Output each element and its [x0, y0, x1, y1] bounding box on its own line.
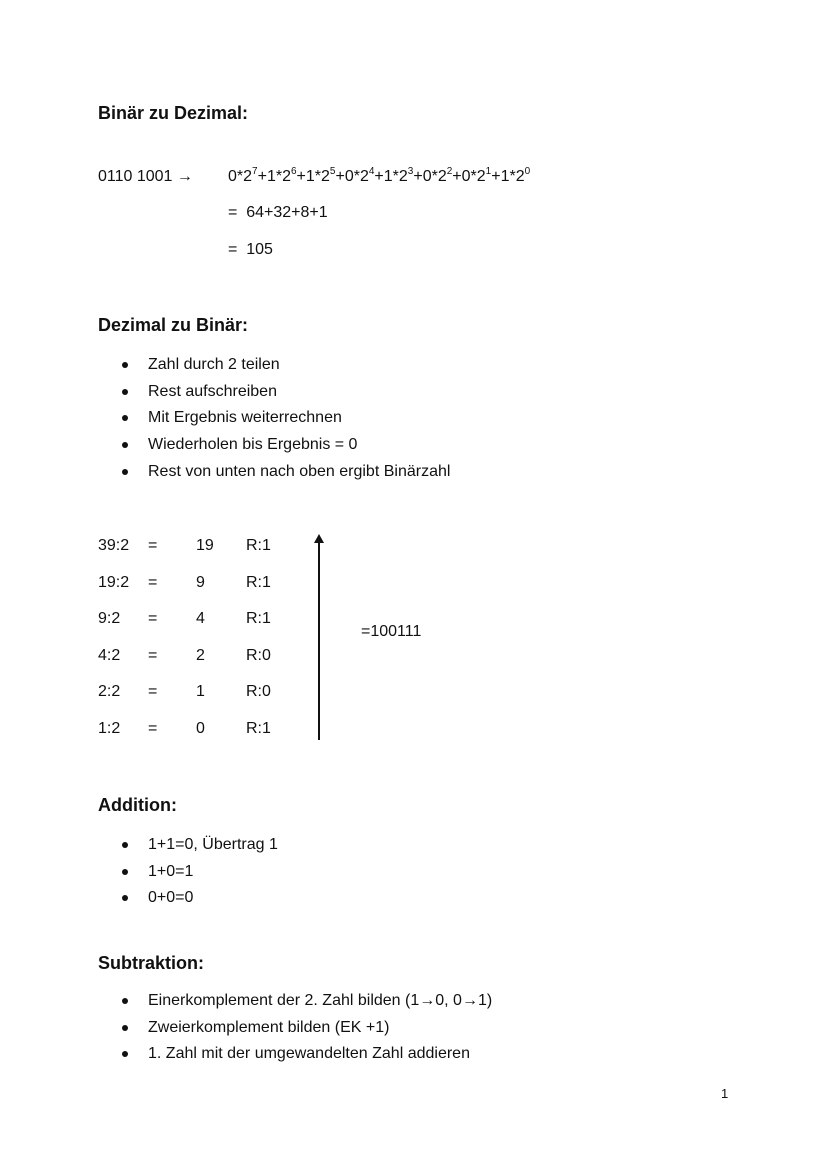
table-row: [98, 646, 318, 666]
list-item-text: 0+0=0: [148, 889, 194, 907]
formula-exponent: 6: [290, 166, 297, 177]
bullet-icon: [122, 389, 128, 395]
sum-step: = 64+32+8+1: [228, 204, 328, 221]
addition-rules: [122, 835, 278, 915]
list-item: [122, 1044, 492, 1071]
cell-res: 2: [196, 646, 205, 664]
expansion-formula: [228, 167, 530, 187]
list-item-text: Mit Ergebnis weiterrechnen: [148, 409, 342, 427]
page-number: 1: [721, 1086, 729, 1101]
cell-rest: R:1: [246, 610, 271, 628]
formula-exponent: 3: [407, 166, 414, 177]
list-item: [122, 991, 492, 1018]
cell-rest: R:1: [246, 720, 271, 737]
cell-eq: =: [148, 646, 158, 664]
bullet-icon: [122, 895, 128, 901]
list-item: [122, 888, 278, 915]
cell-div: 19:2: [98, 573, 130, 591]
table-row: [98, 536, 318, 556]
formula-exponent: 0: [524, 166, 531, 177]
table-row: [98, 573, 318, 593]
decimal-to-binary-steps: [122, 355, 450, 488]
formula-term: +0*2: [452, 168, 486, 185]
cell-eq: =: [148, 537, 158, 554]
heading-binary-to-decimal: Binär zu Dezimal:: [98, 103, 249, 123]
heading-addition: Addition:: [98, 795, 177, 815]
cell-eq: =: [148, 573, 158, 591]
cell-eq: =: [148, 683, 158, 701]
cell-res: 9: [196, 573, 205, 591]
list-item-text: Zahl durch 2 teilen: [148, 356, 280, 373]
bullet-icon: [122, 1051, 128, 1057]
list-item: [122, 408, 450, 435]
list-item: [122, 355, 450, 382]
cell-div: 9:2: [98, 610, 121, 628]
list-item: [122, 1018, 492, 1045]
cell-rest: R:0: [246, 683, 271, 701]
binary-result: =100111: [361, 623, 422, 640]
formula-exponent: 2: [446, 166, 453, 177]
formula-exponent: 7: [252, 166, 258, 177]
formula-term: +1*2: [491, 168, 525, 185]
cell-res: 4: [196, 610, 205, 628]
subtraction-steps: [122, 991, 492, 1071]
table-row: [98, 682, 318, 702]
cell-res: 19: [196, 537, 214, 554]
heading-subtraction: Subtraktion:: [98, 953, 204, 973]
result-step: = 105: [228, 241, 273, 258]
bullet-icon: [122, 469, 128, 475]
list-item-text: Wiederholen bis Ergebnis = 0: [148, 436, 358, 454]
bullet-icon: [122, 415, 128, 421]
cell-div: 4:2: [98, 646, 121, 664]
table-row: [98, 719, 318, 739]
cell-rest: R:1: [246, 537, 271, 554]
table-row: [98, 609, 318, 629]
list-item: [122, 382, 450, 409]
list-item: [122, 835, 278, 862]
formula-term: +1*2: [257, 168, 291, 185]
list-item-text: Zweierkomplement bilden (EK +1): [148, 1018, 390, 1036]
list-item: [122, 862, 278, 889]
bullet-icon: [122, 442, 128, 448]
cell-rest: R:1: [246, 573, 271, 591]
cell-eq: =: [148, 610, 158, 628]
formula-term: +0*2: [335, 168, 369, 185]
formula-term: +0*2: [413, 168, 447, 185]
list-item: [122, 435, 450, 462]
bullet-icon: [122, 842, 128, 848]
cell-res: 0: [196, 720, 205, 737]
bullet-icon: [122, 1025, 128, 1031]
list-item: [122, 462, 450, 489]
list-item-text: Einerkomplement der 2. Zahl bilden (1→0, 0→1): [148, 992, 493, 1009]
bullet-icon: [122, 998, 128, 1004]
cell-eq: =: [148, 720, 158, 737]
formula-term: 0*2: [228, 168, 253, 185]
cell-res: 1: [196, 683, 205, 701]
arrow-up-icon: [318, 538, 320, 740]
binary-input: 0110 1001 →: [98, 168, 193, 185]
list-item-text: 1+1=0, Übertrag 1: [148, 836, 278, 853]
cell-div: 39:2: [98, 537, 130, 554]
heading-decimal-to-binary: Dezimal zu Binär:: [98, 315, 249, 335]
cell-div: 2:2: [98, 683, 121, 701]
cell-div: 1:2: [98, 720, 121, 737]
bullet-icon: [122, 869, 128, 875]
formula-exponent: 4: [368, 166, 375, 177]
list-item-text: Rest von unten nach oben ergibt Binärzahl: [148, 462, 451, 480]
formula-term: +1*2: [296, 168, 330, 185]
formula-exponent: 5: [329, 166, 336, 177]
formula-term: +1*2: [374, 168, 408, 185]
list-item-text: 1+0=1: [148, 862, 194, 880]
cell-rest: R:0: [246, 646, 271, 664]
bullet-icon: [122, 362, 128, 368]
list-item-text: Rest aufschreiben: [148, 382, 277, 400]
list-item-text: 1. Zahl mit der umgewandelten Zahl addieren: [148, 1045, 470, 1063]
formula-exponent: 1: [485, 166, 492, 177]
